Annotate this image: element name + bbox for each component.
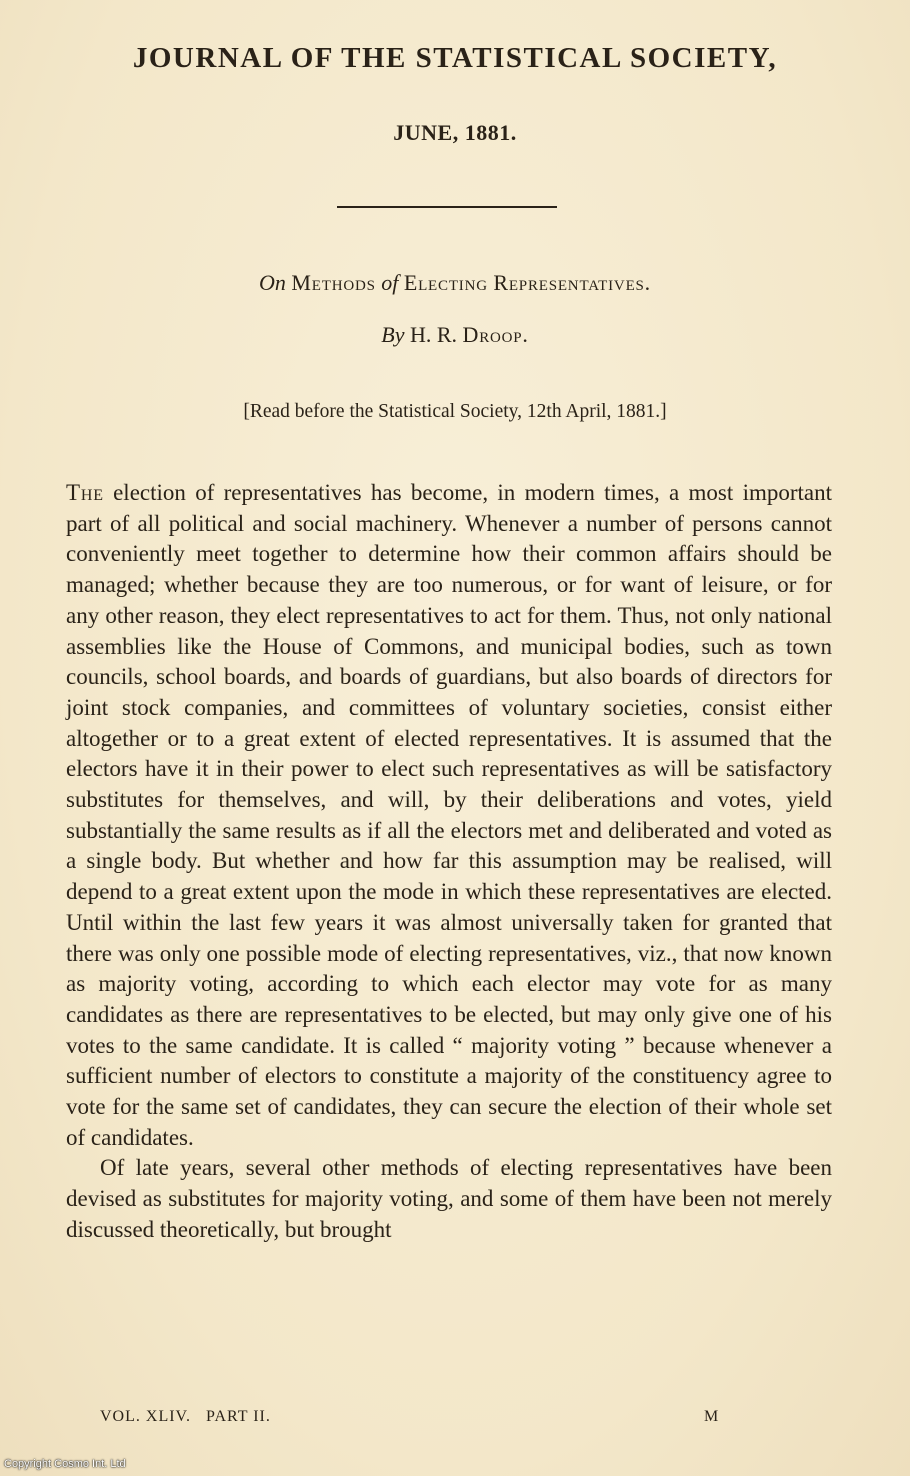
article-body	[66, 478, 832, 1246]
issue-date: JUNE, 1881.	[393, 120, 517, 145]
footer-volume: VOL. XLIV.	[100, 1408, 192, 1425]
author-surname: Droop.	[462, 322, 529, 347]
page-footer-volume	[100, 1408, 271, 1426]
title-divider	[337, 206, 557, 208]
title-word-of: of	[381, 270, 399, 295]
journal-title: JOURNAL OF THE STATISTICAL SOCIETY,	[132, 42, 778, 74]
footer-signature: M	[704, 1408, 719, 1425]
paragraph-2: Of late years, several other methods of electing representatives have been devised as substitutes for majority voting, and some of them have been not merely discussed theoretically, but brought	[66, 1155, 832, 1242]
author-by: By	[381, 322, 405, 347]
paragraph-1-lead: The	[66, 480, 104, 505]
paragraph-1-text: election of representatives has become, in modern times, a most important part of all political and social machinery. Whenever a number of persons cannot conveniently meet together to determine how their common affairs should be managed; whether because they are too numerous, or for want of leisure, or for any other reason, they elect representatives to act for them. Thus, not only national assemblies like the House of Commons, and municipal bodies, such as town councils, school boards, and boards of guardians, but also boards of directors for joint stock companies, and committees of voluntary societies, consist either altogether or to a great extent of elected representatives. It is assumed that the electors have it in their power to elect such representatives as will be satisfactory substitutes for themselves, and will, by their deliberations and votes, yield substantially the same results as if all the electors met and deliberated and voted as a single body. But whether and how far this assumption may be realised, will depend to a great extent upon the mode in which these representatives are elected. Until within the last few years it was almost universally taken for granted that there was only one possible mode of electing representatives, viz., that now known as majority voting, according to which each elector may vote for as many candidates as there are representatives to be elected, but may only give one of his votes to the same candidate. It is called “ majority voting ” because whenever a sufficient number of electors to constitute a majority of the constituency agree to vote for the same set of candidates, they can secure the election of their whole set of candidates.	[66, 480, 832, 1150]
article-author	[0, 322, 910, 348]
title-word-electing: Electing	[403, 270, 488, 295]
article-title	[0, 270, 910, 296]
paragraph-1	[66, 478, 832, 1153]
footer-part: PART II.	[206, 1408, 271, 1425]
author-initials: H. R.	[409, 322, 458, 347]
copyright-watermark: Copyright Cosmo Int. Ltd	[4, 1458, 126, 1470]
title-word-representatives: Representatives.	[493, 270, 651, 295]
title-word-methods: Methods	[291, 270, 376, 295]
read-note: [Read before the Statistical Society, 12th April, 1881.]	[243, 401, 667, 422]
title-word-on: On	[259, 270, 286, 295]
